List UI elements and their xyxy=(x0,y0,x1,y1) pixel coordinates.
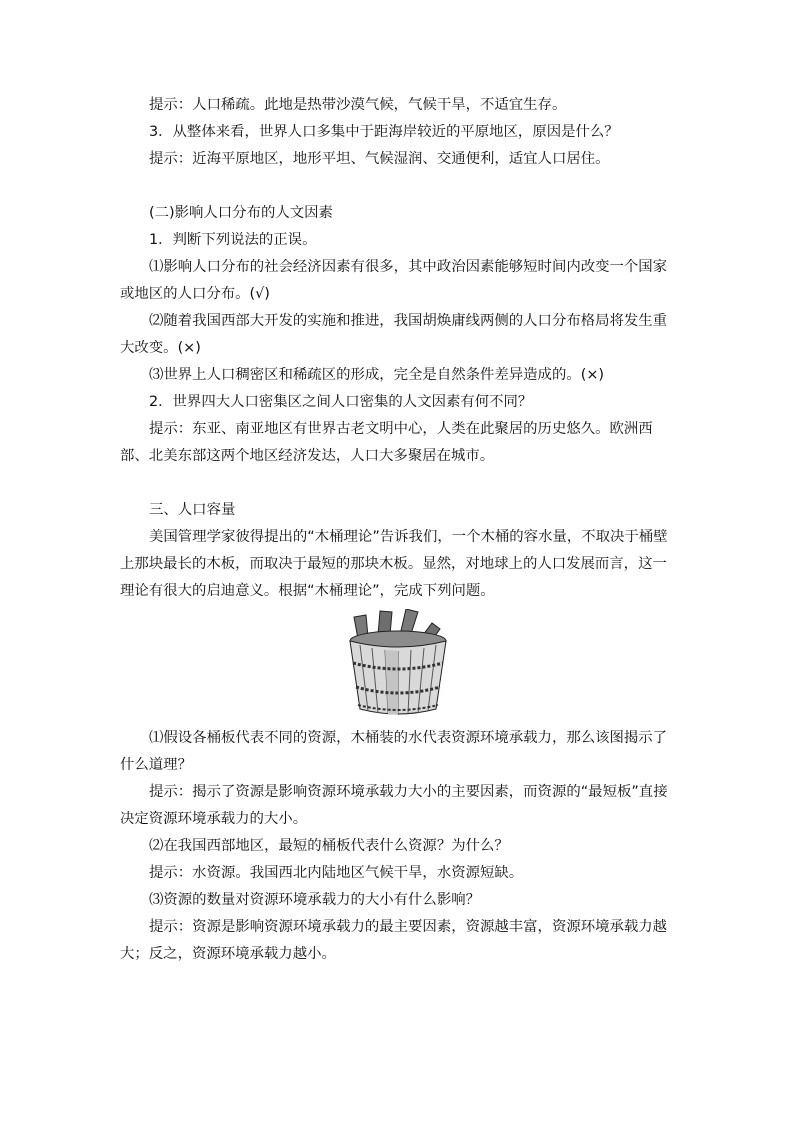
question-2: 2．世界四大人口密集区之间人口密集的人文因素有何不同？ xyxy=(149,394,533,410)
hint-text: 提示：近海平原地区，地形平坦、气候湿润、交通便利，适宜人口居住。 xyxy=(149,151,610,167)
problem-3-question: ⑶资源的数量对资源环境承载力的大小有什么影响？ xyxy=(149,892,480,908)
intro-paragraph: 美国管理学家彼得提出的“木桶理论”告诉我们，一个木桶的容水量，不取决于桶壁上那块最长的木板，而取决于最短的那块木板。显然，对地球上的人口发展而言，这一理论有很大的启迪意义。根据“木桶理论”，完成下列问题。 xyxy=(120,529,668,599)
statement-3: ⑶世界上人口稠密区和稀疏区的形成，完全是自然条件差异造成的。(×) xyxy=(149,367,605,383)
question-1: 1．判断下列说法的正误。 xyxy=(149,232,317,248)
problem-1-question: ⑴假设各桶板代表不同的资源，木桶装的水代表资源环境承载力，那么该图揭示了什么道理？ xyxy=(120,730,668,773)
hint-text: 提示：东亚、南亚地区有世界古老文明中心，人类在此聚居的历史悠久。欧洲西部、北美东部这两个地区经济发达，人口大多聚居在城市。 xyxy=(120,421,653,464)
spacer xyxy=(120,470,675,497)
statement-2: ⑵随着我国西部大开发的实施和推进，我国胡焕庸线两侧的人口分布格局将发生重大改变。(×) xyxy=(120,313,668,356)
document-body xyxy=(120,92,675,968)
section-heading: (二)影响人口分布的人文因素 xyxy=(149,205,333,221)
wooden-bucket-figure xyxy=(120,605,675,725)
problem-2-question: ⑵在我国西部地区，最短的桶板代表什么资源？为什么？ xyxy=(149,838,509,854)
wooden-bucket-illustration xyxy=(338,609,458,721)
section-heading: 三、人口容量 xyxy=(149,502,236,518)
question-3: 3．从整体来看，世界人口多集中于距海岸较近的平原地区，原因是什么？ xyxy=(149,124,619,140)
hint-text: 提示：人口稀疏。此地是热带沙漠气候，气候干旱，不适宜生存。 xyxy=(149,97,567,113)
problem-1-answer: 提示：揭示了资源是影响资源环境承载力大小的主要因素，而资源的“最短板”直接决定资源环境承载力的大小。 xyxy=(120,784,668,827)
spacer xyxy=(120,173,675,200)
statement-1: ⑴影响人口分布的社会经济因素有很多，其中政治因素能够短时间内改变一个国家或地区的人口分布。(√) xyxy=(120,259,668,302)
problem-2-answer: 提示：水资源。我国西北内陆地区气候干旱，水资源短缺。 xyxy=(149,865,524,881)
problem-3-answer: 提示：资源是影响资源环境承载力的最主要因素，资源越丰富，资源环境承载力越大；反之，资源环境承载力越小。 xyxy=(120,919,668,962)
